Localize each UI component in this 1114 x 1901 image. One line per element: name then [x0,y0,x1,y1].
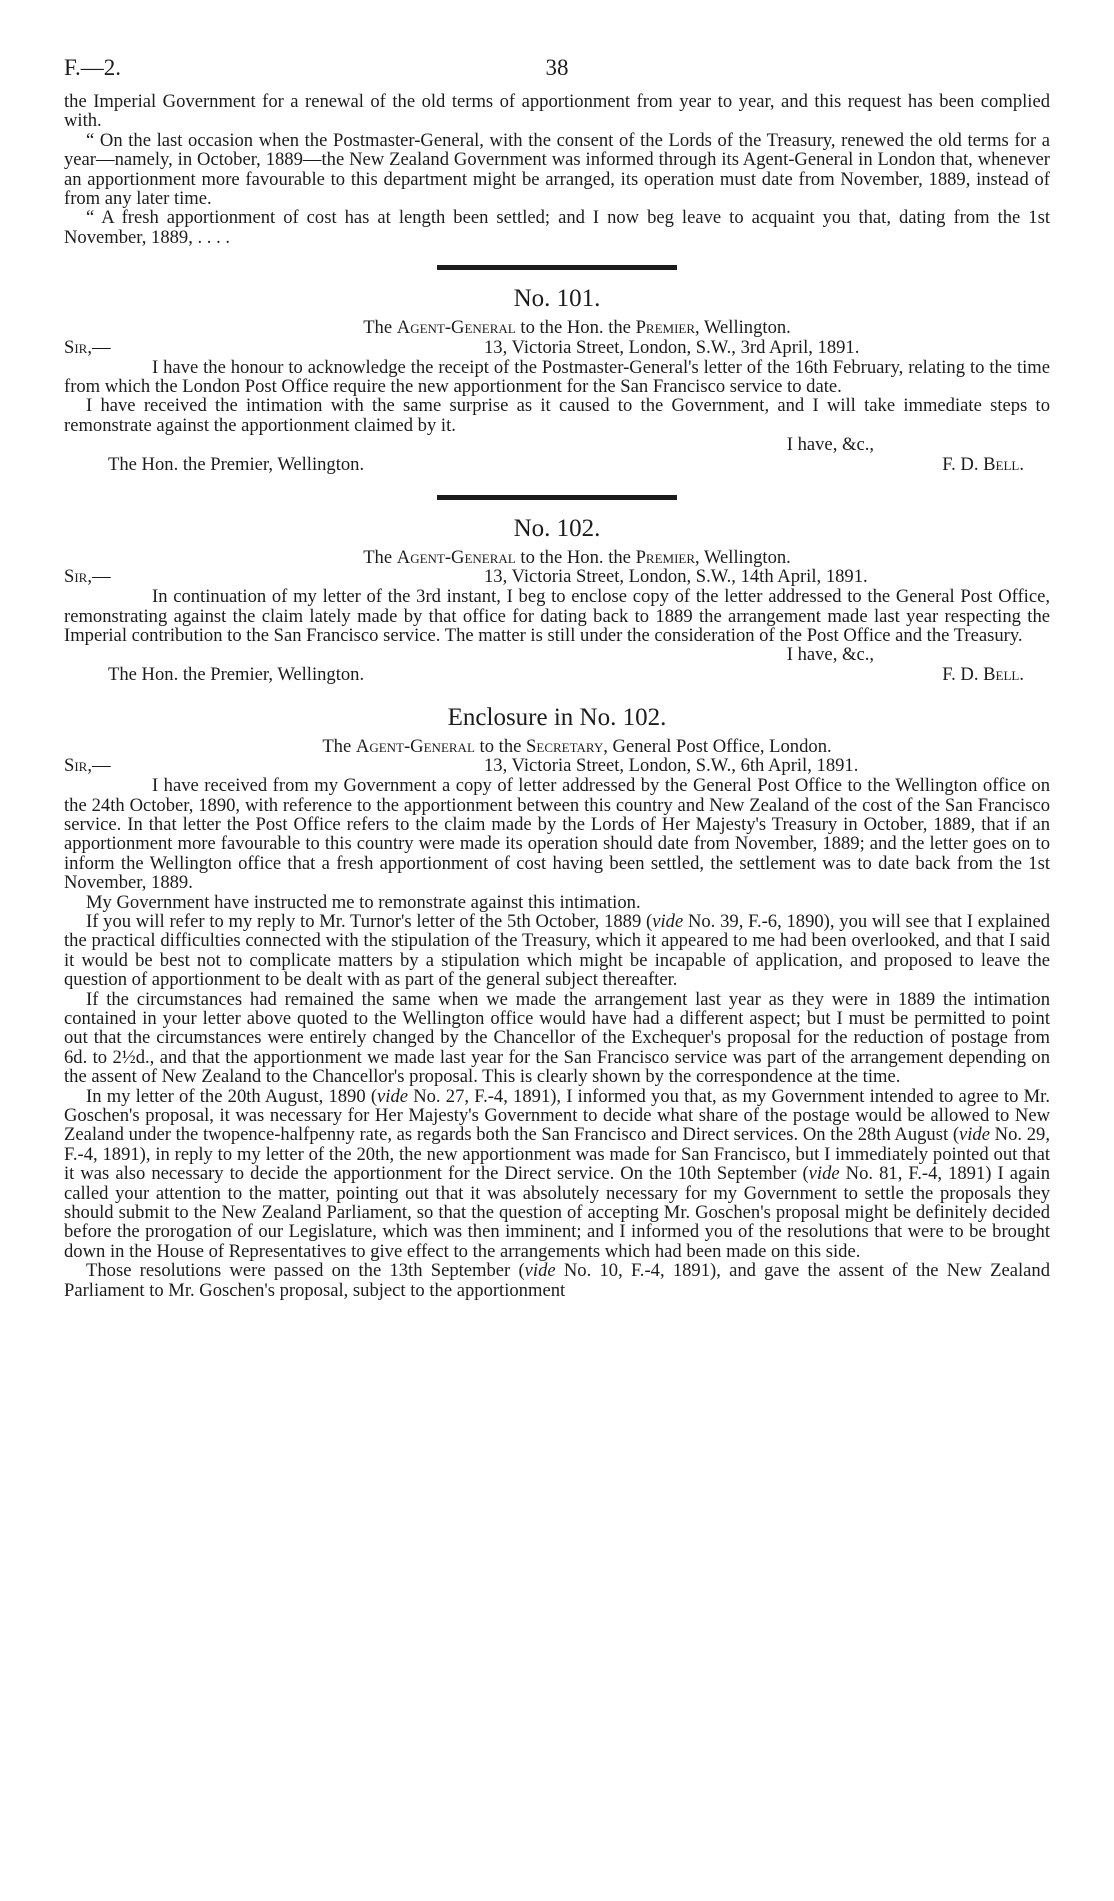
salutation: Sir,— [64,755,111,777]
salutation: Sir,— [64,336,111,358]
enclosure-paragraph: If you will refer to my reply to Mr. Turnor's letter of the 5th October, 1889 (vide No. 39, F.-6, 1890), you will see that I explained the practical difficulties connected with the stipulation of the Treasury, which it appeared to me had been overlooked, and that I said it would be best not to complicate matters by a stipulation which might be incapable of application, and proposed to leave the question of apportionment to be dealt with as part of the general subject thereafter. [64,910,1050,991]
salutation-row [64,567,1050,587]
letter-paragraph: In continuation of my letter of the 3rd instant, I beg to enclose copy of the letter addressed to the General Post Office, remonstrating against the claim lately made by that office for dating back to 1889 the arrangement made last year respecting the Imperial contribution to the San Francisco service. The matter is still under the consideration of the Post Office and the Treasury. [64,586,1050,646]
page-number: 38 [545,55,569,80]
letter-paragraph: I have received the intimation with the same surprise as it caused to the Government, and I will take immediate steps to remonstrate against the apportionment claimed by it. [64,395,1050,436]
addressee: The Hon. the Premier, Wellington. [108,453,365,475]
letter-paragraph: I have the honour to acknowledge the receipt of the Postmaster-General's letter of the 16th February, relating to the time from which the London Post Office require the new apportionment for the San Francisco service to date. [64,356,1050,398]
addressee: The Hon. the Premier, Wellington. [108,663,365,685]
enclosure-paragraph: In my letter of the 20th August, 1890 (vide No. 27, F.-4, 1891), I informed you that, as my Government intended to agree to Mr. Goschen's proposal, it was necessary for Her Majesty's Government to decide what share of the postage would be allowed to New Zealand under the twopence-halfpenny rate, as regards both the San Francisco and Direct services. On the 28th August (vide No. 29, F.-4, 1891), in reply to my letter of the 20th, the new apportionment was made for San Francisco, but I immediately pointed out that it was also necessary to decide the apportionment for the Direct service. On the 10th September (vide No. 81, F.-4, 1891) I again called your attention to the matter, pointing out that it was absolutely necessary for my Government to settle the proposals they should submit to the New Zealand Parliament, so that the question of accepting Mr. Goschen's proposal might be definitely decided before the prorogation of our Legislature, which was then imminent; and I informed you of the resolutions that were to be brought down in the House of Representatives to give effect to the arrangements which had been made on this side. [64,1085,1050,1262]
letter-closing: I have, &c., [786,434,874,456]
letter-number: No. 101. [513,285,601,313]
signature-row [64,455,1050,477]
signature: F. D. Bell. [942,663,1024,685]
letter-closing: I have, &c., [786,644,874,666]
section-divider [437,265,677,270]
enclosure-paragraph: If the circumstances had remained the same when we made the arrangement last year as they were in 1889 the intimation contained in your letter above quoted to the Wellington office would have had a different aspect; but I must be permitted to point out that the circumstances were entirely changed by the Chancellor of the Exchequer's proposal for the reduction of postage from 6d. to 2½d., and that the apportionment we made last year for the San Francisco service was part of the arrangement depending on the assent of New Zealand to the Chancellor's proposal. This is clearly shown by the correspondence at the time. [64,988,1050,1088]
enclosure-date: 13, Victoria Street, London, S.W., 6th April, 1891. [484,755,859,777]
intro-paragraph-2: “ On the last occasion when the Postmaster-General, with the consent of the Lords of the Treasury, renewed the old terms for a year—namely, in October, 1889—the New Zealand Government was informed through its Agent-General in London that, whenever an apportionment more favourable to this department might be arranged, its operation must date from November, 1889, instead of from any later time. [64,129,1050,210]
intro-paragraph-1: the Imperial Government for a renewal of the old terms of apportionment from year to year, and this request has been complied with. [64,91,1050,132]
enclosure-title: Enclosure in No. 102. [447,703,667,731]
document-reference: F.—2. [64,55,121,80]
letter-address-line: The Agent-General to the Hon. the Premier, Wellington. [363,317,791,339]
signature: F. D. Bell. [942,453,1024,475]
letter-101 [64,284,1050,476]
section-divider [437,495,677,500]
letter-number: No. 102. [513,514,601,542]
letter-address-line: The Agent-General to the Hon. the Premier, Wellington. [363,546,791,568]
signature-row [64,665,1050,687]
letter-102 [64,514,1050,687]
salutation-row [64,756,1050,776]
enclosure-address-line: The Agent-General to the Secretary, General Post Office, London. [322,735,832,757]
enclosure-paragraph: I have received from my Government a copy of letter addressed by the General Post Office to the Wellington office on the 24th October, 1890, with reference to the apportionment between this country and New Zealand of the cost of the San Francisco service. In that letter the Post Office refers to the claim made by the Lords of Her Majesty's Treasury in October, 1889, that if an apportionment more favourable to this country were made its operation should date from November, 1889; and the letter goes on to inform the Wellington office that a fresh apportionment of cost having been settled, the settlement was to date back from the 1st November, 1889. [64,775,1050,894]
salutation-row [64,338,1050,358]
enclosure-102 [64,703,1050,1300]
letter-date: 13, Victoria Street, London, S.W., 14th April, 1891. [484,566,868,588]
enclosure-paragraph: Those resolutions were passed on the 13th September (vide No. 10, F.-4, 1891), and gave the assent of the New Zealand Parliament to Mr. Goschen's proposal, subject to the apportionment [64,1260,1050,1301]
enclosure-paragraph: My Government have instructed me to remonstrate against this intimation. [86,891,641,913]
page-header [64,55,1050,92]
salutation: Sir,— [64,566,111,588]
letter-date: 13, Victoria Street, London, S.W., 3rd April, 1891. [484,336,860,358]
intro-paragraph-3: “ A fresh apportionment of cost has at length been settled; and I now beg leave to acquaint you that, dating from the 1st November, 1889, . . . . [64,207,1050,248]
